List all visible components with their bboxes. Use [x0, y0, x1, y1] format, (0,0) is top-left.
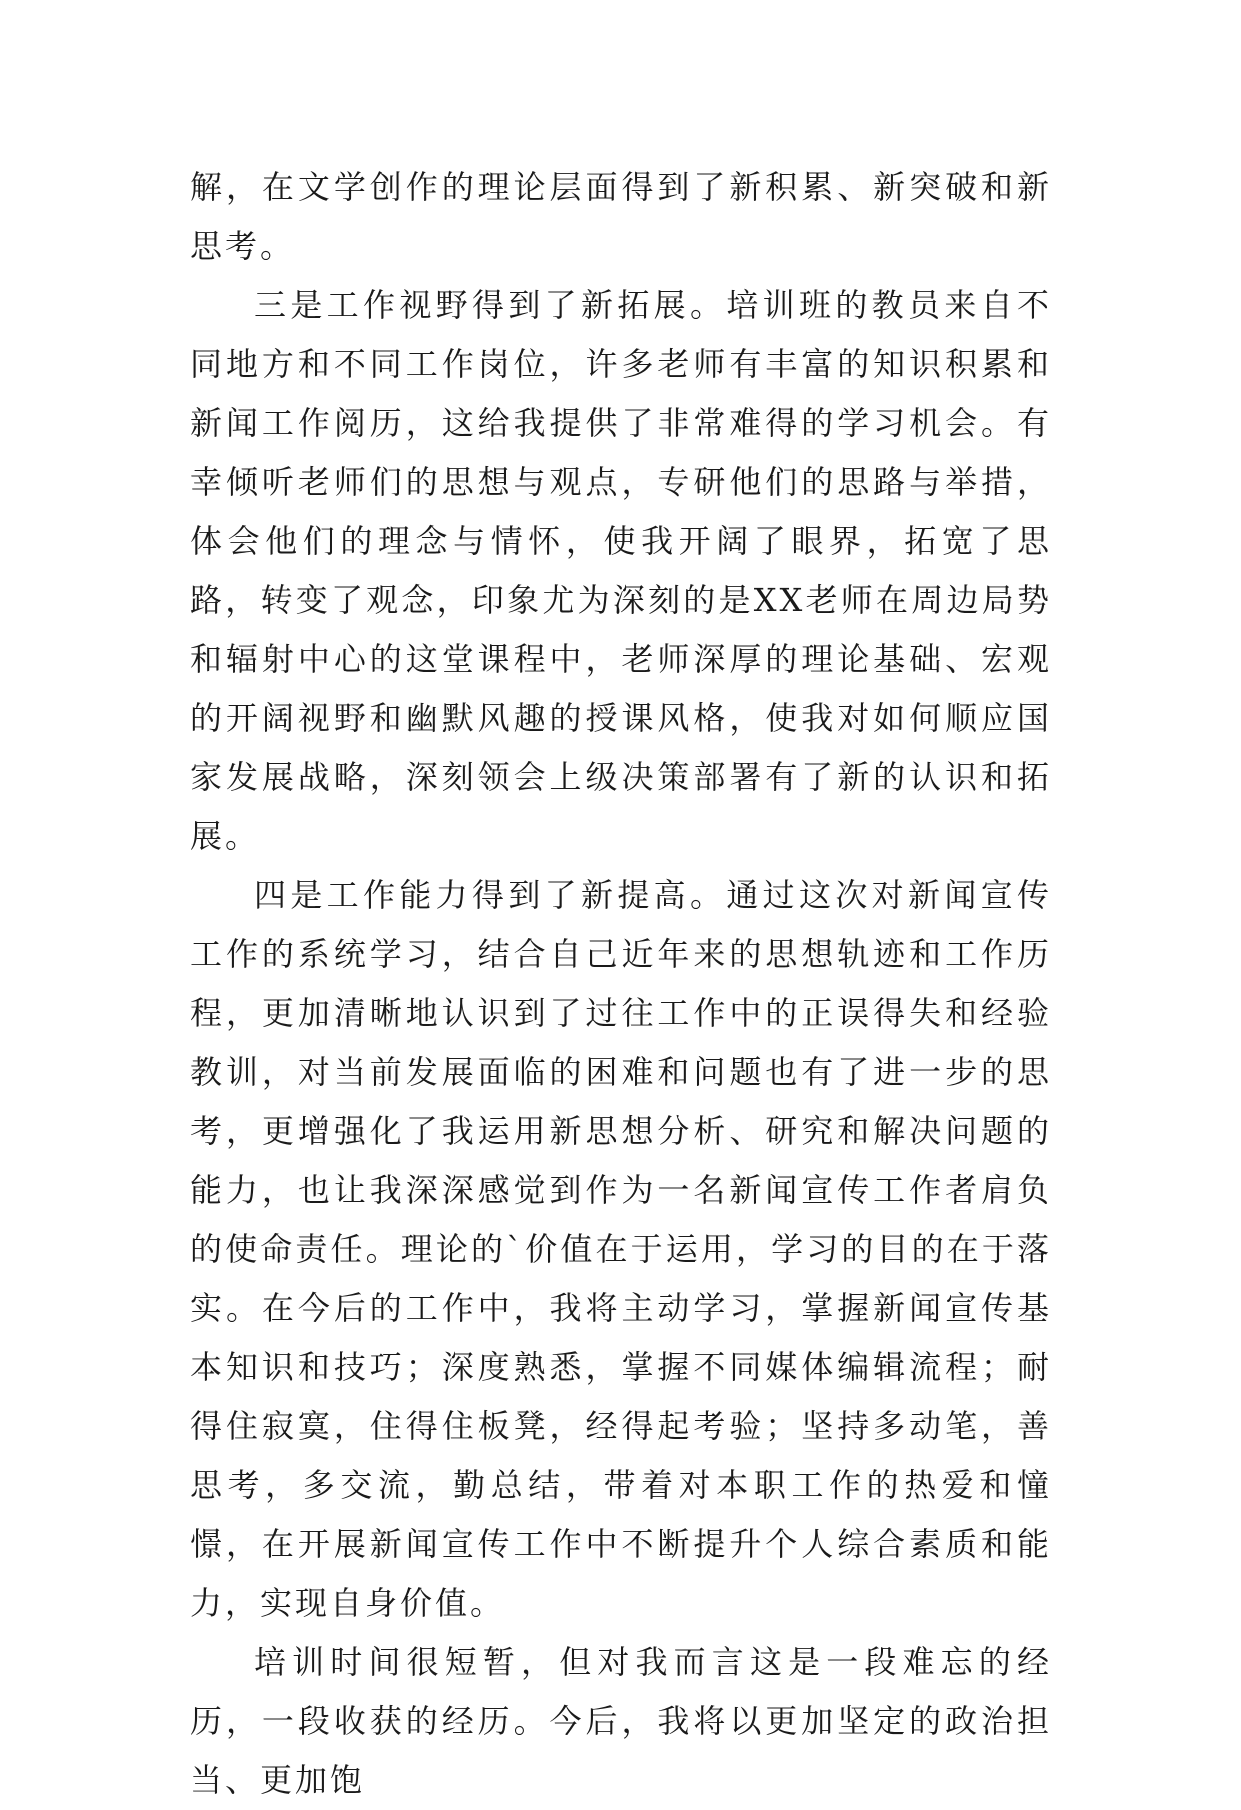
paragraph-continuation: 解，在文学创作的理论层面得到了新积累、新突破和新思考。 — [190, 168, 1052, 265]
paragraph-training-summary: 培训时间很短暂，但对我而言这是一段难忘的经历，一段收获的经历。今后，我将以更加坚定的政治担当、更加饱 — [190, 1643, 1052, 1799]
paragraph-work-vision: 三是工作视野得到了新拓展。培训班的教员来自不同地方和不同工作岗位，许多老师有丰富的知识积累和新闻工作阅历，这给我提供了非常难得的学习机会。有幸倾听老师们的思想与观点，专研他们的思路与举措，体会他们的理念与情怀，使我开阔了眼界，拓宽了思路，转变了观念，印象尤为深刻的是XX老师在周边局势和辐射中心的这堂课程中，老师深厚的理论基础、宏观的开阔视野和幽默风趣的授课风格，使我对如何顺应国家发展战略，深刻领会上级决策部署有了新的认识和拓展。 — [190, 286, 1052, 855]
paragraph-work-ability: 四是工作能力得到了新提高。通过这次对新闻宣传工作的系统学习，结合自己近年来的思想轨迹和工作历程，更加清晰地认识到了过往工作中的正误得失和经验教训，对当前发展面临的困难和问题也有了进一步的思考，更增强化了我运用新思想分析、研究和解决问题的能力，也让我深深感觉到作为一名新闻宣传工作者肩负的使命责任。理论的`价值在于运用，学习的目的在于落实。在今后的工作中，我将主动学习，掌握新闻宣传基本知识和技巧；深度熟悉，掌握不同媒体编辑流程；耐得住寂寞，住得住板凳，经得起考验；坚持多动笔，善思考，多交流，勤总结，带着对本职工作的热爱和憧憬，在开展新闻宣传工作中不断提升个人综合素质和能力，实现自身价值。 — [190, 876, 1052, 1622]
document-body — [190, 158, 1052, 1810]
